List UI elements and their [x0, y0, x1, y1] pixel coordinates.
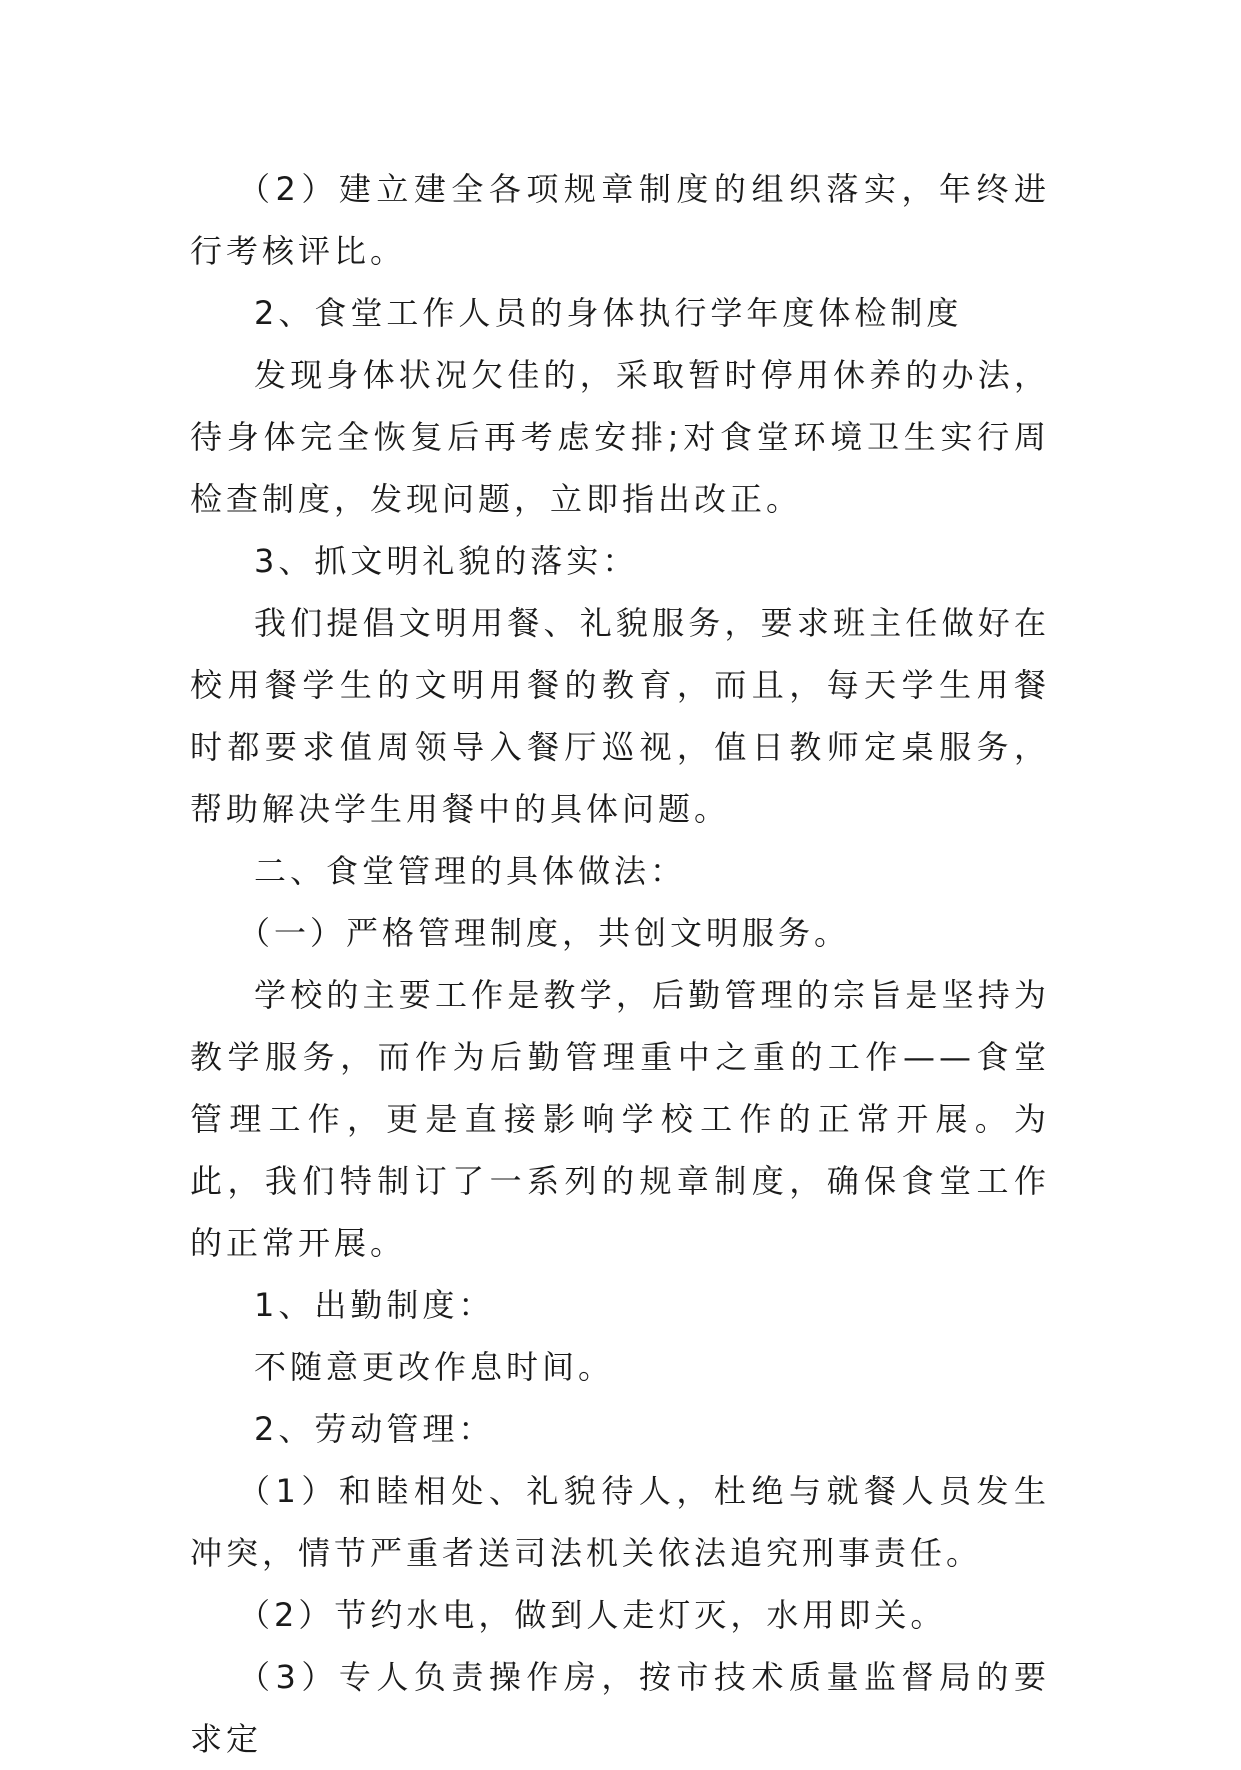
paragraph: 2、食堂工作人员的身体执行学年度体检制度 [254, 294, 963, 332]
paragraph: （1）和睦相处、礼貌待人，杜绝与就餐人员发生冲突，情节严重者送司法机关依法追究刑事责任。 [190, 1472, 1050, 1572]
paragraph: 学校的主要工作是教学，后勤管理的宗旨是坚持为教学服务，而作为后勤管理重中之重的工作——食堂管理工作，更是直接影响学校工作的正常开展。为此，我们特制订了一系列的规章制度，确保食堂工作的正常开展。 [190, 976, 1050, 1262]
paragraph: 3、抓文明礼貌的落实： [254, 542, 639, 580]
paragraph: （3）专人负责操作房，按市技术质量监督局的要求定 [190, 1658, 1050, 1758]
paragraph: 1、出勤制度： [254, 1286, 495, 1324]
paragraph: 我们提倡文明用餐、礼貌服务，要求班主任做好在校用餐学生的文明用餐的教育，而且，每天学生用餐时都要求值周领导入餐厅巡视，值日教师定桌服务，帮助解决学生用餐中的具体问题。 [190, 604, 1050, 828]
subsection-heading: （一）严格管理制度，共创文明服务。 [238, 914, 851, 952]
paragraph: （2）节约水电，做到人走灯灭，水用即关。 [238, 1596, 947, 1634]
paragraph: 2、劳动管理： [254, 1410, 495, 1448]
section-heading: 二、食堂管理的具体做法： [254, 852, 687, 890]
document-body [190, 158, 1050, 1770]
paragraph: （2）建立建全各项规章制度的组织落实，年终进行考核评比。 [190, 170, 1050, 270]
paragraph: 不随意更改作息时间。 [254, 1348, 615, 1386]
paragraph: 发现身体状况欠佳的，采取暂时停用休养的办法，待身体完全恢复后再考虑安排;对食堂环境卫生实行周检查制度，发现问题，立即指出改正。 [190, 356, 1050, 518]
